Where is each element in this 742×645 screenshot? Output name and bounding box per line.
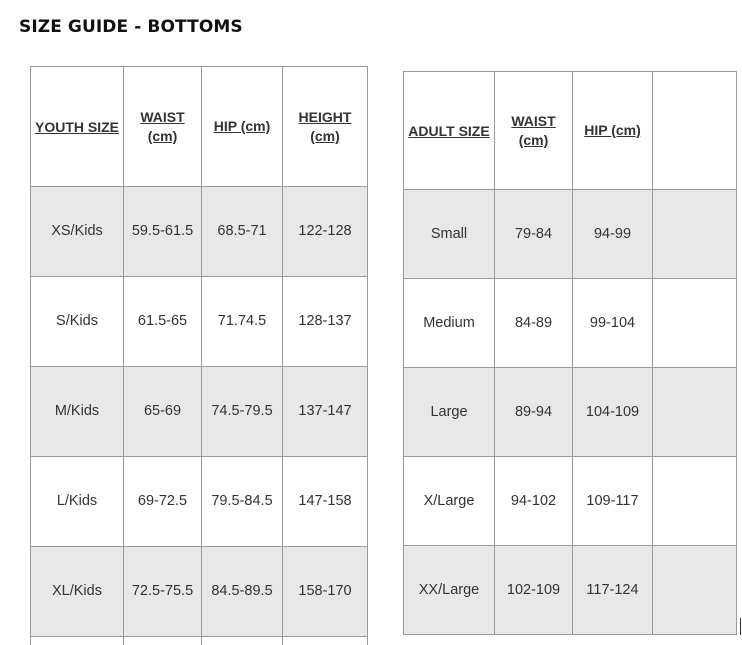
adult-hip-cell: 99-104 — [573, 279, 653, 368]
youth-size-cell: XS/Kids — [31, 187, 124, 277]
adult-hip-cell: 117-124 — [573, 546, 653, 635]
adult-size-cell: Small — [404, 190, 495, 279]
table-row — [404, 546, 737, 635]
youth-hip-cell: 71.74.5 — [202, 277, 283, 367]
table-row — [404, 190, 737, 279]
youth-hip-cell: 84.5-89.5 — [202, 547, 283, 637]
adult-empty-cell — [653, 457, 737, 546]
adult-waist-cell: 84-89 — [495, 279, 573, 368]
adult-empty-cell — [653, 368, 737, 457]
youth-hip-cell: 68.5-71 — [202, 187, 283, 277]
adult-header-row — [404, 72, 737, 190]
table-row — [404, 457, 737, 546]
youth-size-cell: XL/Kids — [31, 547, 124, 637]
table-row — [31, 367, 368, 457]
youth-size-table — [30, 66, 368, 645]
adult-size-cell: XX/Large — [404, 546, 495, 635]
youth-hip-cell: 74.5-79.5 — [202, 367, 283, 457]
adult-hip-cell: 104-109 — [573, 368, 653, 457]
youth-size-cell: L/Kids — [31, 457, 124, 547]
table-row — [404, 368, 737, 457]
youth-hip-cell: 79.5-84.5 — [202, 457, 283, 547]
adult-empty-cell — [653, 546, 737, 635]
table-row — [31, 277, 368, 367]
youth-hip-header: HIP (cm) — [202, 67, 283, 187]
youth-waist-cell: 59.5-61.5 — [124, 187, 202, 277]
adult-size-table — [403, 71, 737, 635]
youth-height-cell: 158-170 — [283, 547, 368, 637]
youth-header-row — [31, 67, 368, 187]
adult-waist-header: WAIST (cm) — [495, 72, 573, 190]
youth-height-cell: 147-158 — [283, 457, 368, 547]
youth-size-cell: M/Kids — [31, 367, 124, 457]
adult-size-cell: Medium — [404, 279, 495, 368]
youth-height-cell: 137-147 — [283, 367, 368, 457]
youth-waist-cell: 61.5-65 — [124, 277, 202, 367]
table-row — [31, 547, 368, 637]
adult-waist-cell: 94-102 — [495, 457, 573, 546]
adult-hip-header: HIP (cm) — [573, 72, 653, 190]
adult-waist-cell: 79-84 — [495, 190, 573, 279]
adult-waist-cell: 89-94 — [495, 368, 573, 457]
text-cursor — [740, 618, 741, 635]
youth-waist-cell: 65-69 — [124, 367, 202, 457]
youth-height-cell: 122-128 — [283, 187, 368, 277]
table-row — [31, 457, 368, 547]
table-row — [404, 279, 737, 368]
adult-size-cell: X/Large — [404, 457, 495, 546]
adult-empty-cell — [653, 190, 737, 279]
page-title: SIZE GUIDE - BOTTOMS — [19, 17, 243, 37]
youth-height-cell: 128-137 — [283, 277, 368, 367]
adult-hip-cell: 94-99 — [573, 190, 653, 279]
adult-empty-cell — [653, 279, 737, 368]
youth-waist-cell: 72.5-75.5 — [124, 547, 202, 637]
youth-size-header: YOUTH SIZE — [31, 67, 124, 187]
adult-size-header: ADULT SIZE — [404, 72, 495, 190]
youth-height-header: HEIGHT (cm) — [283, 67, 368, 187]
youth-size-cell: S/Kids — [31, 277, 124, 367]
adult-hip-cell: 109-117 — [573, 457, 653, 546]
youth-waist-header: WAIST (cm) — [124, 67, 202, 187]
youth-waist-cell: 69-72.5 — [124, 457, 202, 547]
adult-waist-cell: 102-109 — [495, 546, 573, 635]
table-row — [31, 187, 368, 277]
adult-empty-header — [653, 72, 737, 190]
adult-size-cell: Large — [404, 368, 495, 457]
